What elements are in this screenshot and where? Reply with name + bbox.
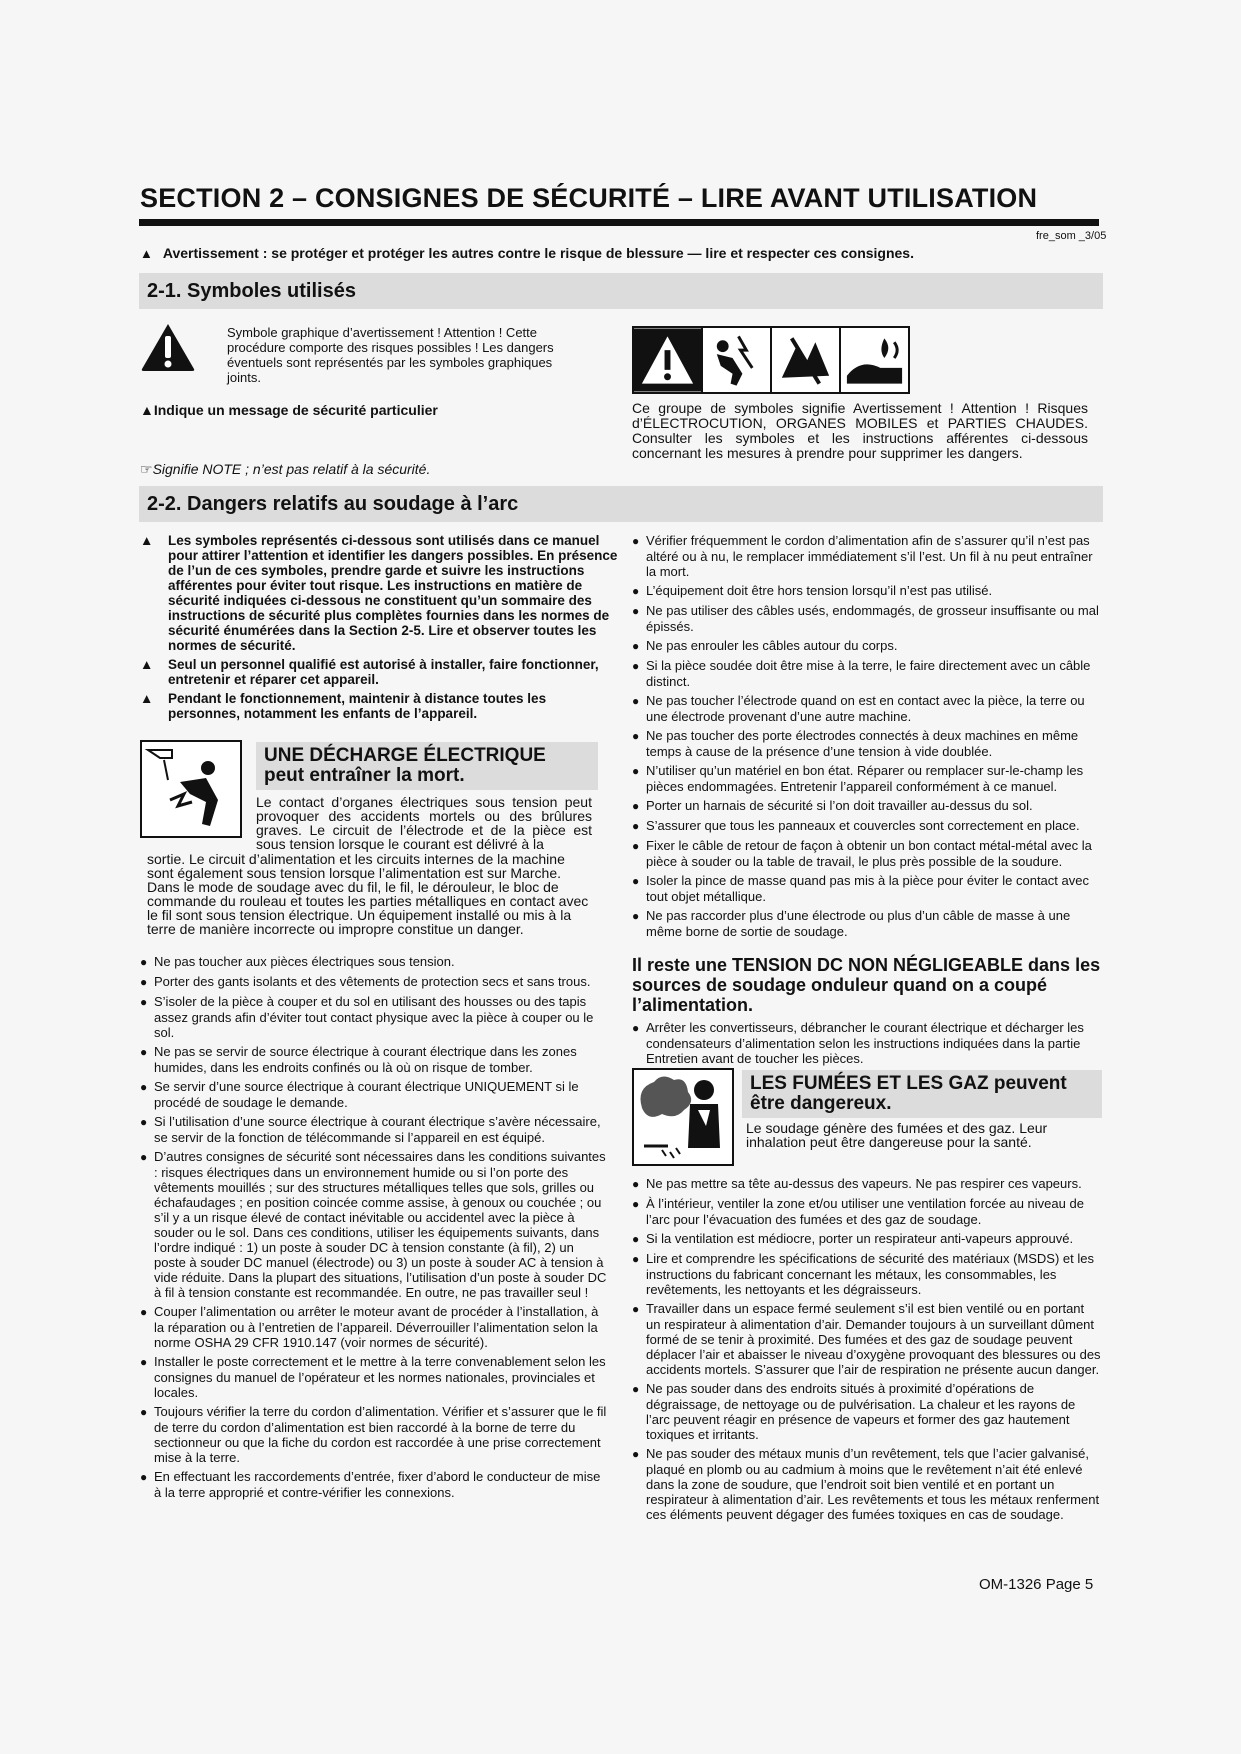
safety-alert-icon — [140, 322, 196, 372]
section-title: SECTION 2 – CONSIGNES DE SÉCURITÉ – LIRE AVANT UTILISATION — [140, 183, 1038, 213]
list-item: ● Ne pas mettre sa tête au-dessus des vapeurs. Ne pas respirer ces vapeurs. — [632, 1176, 1082, 1191]
main-warning: ▲ Avertissement : se protéger et protéger les autres contre le risque de blessure — lire et respecter ces consignes. — [140, 245, 914, 261]
section-2-1-heading: 2-1. Symboles utilisés — [139, 273, 1103, 309]
dc-bullet — [632, 1020, 1102, 1070]
hot-parts-symbol-icon — [839, 328, 908, 392]
list-item: ● Ne pas utiliser des câbles usés, endommagés, de grosseur insuffisante ou mal épissés. — [632, 603, 1099, 634]
section-2-2-heading: 2-2. Dangers relatifs au soudage à l’arc — [139, 486, 1103, 522]
list-item: ● S’isoler de la pièce à couper et du sol en utilisant des housses ou des tapis assez grands afin d’éviter tout contact physique avec la pièce à couper ou le sol. — [140, 994, 594, 1040]
list-item: ● À l’intérieur, ventiler la zone et/ou utiliser une ventilation forcée au niveau de l’arc pour l’évacuation des fumées et des gaz de soudage. — [632, 1196, 1084, 1227]
intro-warning-2: ▲ Seul un personnel qualifié est autorisé à installer, faire fonctionner, entretenir et réparer cet appareil. — [140, 657, 599, 687]
warning-triangle-icon: ▲ — [140, 246, 153, 261]
list-item: ● S’assurer que tous les panneaux et couvercles sont correctement en place. — [632, 818, 1080, 833]
list-item: ● N’utiliser qu’un matériel en bon état. Réparer ou remplacer sur-le-champ les pièces endommagées. Entretenir l’appareil conformément à ce manuel. — [632, 763, 1084, 794]
list-item: ● En effectuant les raccordements d’entrée, fixer d’abord le conducteur de mise à la terre approprié et contre-vérifier les connexions. — [140, 1469, 601, 1500]
list-item: ● Se servir d’une source électrique à courant électrique UNIQUEMENT si le procédé de soudage le demande. — [140, 1079, 579, 1110]
hazard-symbol-group — [632, 326, 910, 394]
warning-symbol-icon — [634, 328, 701, 392]
list-item: ● Toujours vérifier la terre du cordon d’alimentation. Vérifier et s’assurer que le fil de terre du cordon d’alimentation est bien raccordé à la borne de terre du sectionneur ou que la fiche du cordon est raccordée à une prise correctement mise à la terre. — [140, 1404, 607, 1465]
list-item: ● Si la ventilation est médiocre, porter un respirateur anti-vapeurs approuvé. — [632, 1231, 1074, 1246]
intro-warning-3: ▲ Pendant le fonctionnement, maintenir à distance toutes les personnes, notamment les enfants de l’appareil. — [140, 691, 547, 721]
list-item: ● Vérifier fréquemment le cordon d’alimentation afin de s’assurer qu’il n’est pas altéré ou à nu, le remplacer immédiatement s’il l’est. Un fil à nu peut entraîner la mort. — [632, 533, 1093, 579]
intro-warning-1: ▲ Les symboles représentés ci-dessous sont utilisés dans ce manuel pour attirer l’attention et identifier les dangers possibles. En présence de l’un de ces symboles, prendre garde et suivre les instructions afférentes pour éviter tout risque. Les instructions en matière de sécurité indiquées ci-dessous ne constituent qu’un sommaire des instructions de sécurité plus complètes fournies dans les normes de sécurité énumérées dans la Section 2-5. Lire et observer toutes les normes de sécurité. — [140, 533, 618, 653]
intro-warnings — [140, 533, 618, 725]
doc-code: fre_som _3/05 — [1036, 230, 1107, 242]
pointing-hand-icon: ☞ — [140, 461, 153, 477]
warning-triangle-icon: ▲ — [140, 657, 154, 672]
list-item: ● Si l’utilisation d’une source électrique à courant électrique s’avère nécessaire, se servir de la fonction de télécommande si l’appareil en est équipé. — [140, 1114, 601, 1145]
list-item: ● D’autres consignes de sécurité sont nécessaires dans les conditions suivantes : risques électriques dans un environnement humide ou si l’on porte des vêtements mouillés ; sur des structures métalliques telles que sols, grilles ou échafaudages ; en position coincée comme assise, à genoux ou couchée ; ou s’il y a un risque élevé de contact inévitable ou accidentel avec la pièce à souder ou le sol. Dans ces conditions, utiliser les équipements suivants, dans l’ordre indiqué : 1) un poste à souder DC à tension constante (à fil), 2) un poste à souder DC manuel (électrode) ou 3) un poste à souder AC à tension à vide réduite. Dans la plupart des situations, l’utilisation d’un poste à souder DC à fil à tension constante est recommandée. En outre, ne pas travailler seul ! — [140, 1149, 607, 1300]
shock-heading: UNE DÉCHARGE ÉLECTRIQUE peut entraîner la mort. — [256, 742, 598, 790]
right-bullets — [632, 533, 1102, 943]
list-item: ● Lire et comprendre les spécifications de sécurité des matériaux (MSDS) et les instructions du fabricant concernant les métaux, les consommables, les revêtements, les nettoyants et les dégraisseurs. — [632, 1251, 1094, 1297]
symbol-description: Symbole graphique d’avertissement ! Attention ! Cette procédure comporte des risques possibles ! Les dangers éventuels sont représentés par les symboles graphiques joints. — [227, 325, 554, 385]
page-number: OM-1326 Page 5 — [979, 1576, 1094, 1593]
list-item: ● Ne pas toucher aux pièces électriques sous tension. — [140, 954, 455, 969]
shock-text-part-1: Le contact d’organes électriques sous tension peut provoquer des accidents mortels ou des brûlures graves. Le circuit de l’électrode et de la pièce est sous tension lorsque le courant est délivré à la — [256, 795, 592, 852]
list-item: ● Ne pas souder des métaux munis d’un revêtement, tels que l’acier galvanisé, plaqué en plomb ou au cadmium à moins que le revêtement n’ait été enlevé dans la zone de soudure, que l’endroit soit bien ventilé et en portant un respirateur à alimentation d’air. Les revêtements et tous les métaux renferment ces éléments peuvent dégager des fumées toxiques en cas de soudage. — [632, 1446, 1100, 1522]
list-item: ● Ne pas enrouler les câbles autour du corps. — [632, 638, 898, 653]
moving-parts-symbol-icon — [770, 328, 839, 392]
list-item: ● L’équipement doit être hors tension lorsqu’il n’est pas utilisé. — [632, 583, 993, 598]
note-line: ☞Signifie NOTE ; n’est pas relatif à la sécurité. — [140, 461, 431, 477]
list-item: ● Arrêter les convertisseurs, débrancher le courant électrique et décharger les condensateurs d’alimentation selon les instructions indiquées dans la partie Entretien avant de toucher les pièces. — [632, 1020, 1084, 1066]
particular-message: ▲Indique un message de sécurité particulier — [140, 402, 438, 418]
title-rule — [139, 219, 1099, 226]
group-description: Ce groupe de symboles signifie Avertissement ! Attention ! Risques d’ÉLECTROCUTION, ORGANES MOBILES et PARTIES CHAUDES. Consulter les symboles et les instructions afférentes ci-dessous concernant les mesures à prendre pour supprimer les dangers. — [632, 400, 1088, 461]
list-item: ● Travailler dans un espace fermé seulement s’il est bien ventilé ou en portant un respirateur à alimentation d’air. Demander toujours à un surveillant dûment formé de se tenir à proximité. Des fumées et des gaz de soudage peuvent déplacer l’air et abaisser le niveau d’oxygène provoquant des blessures ou des accidents mortels. S’assurer que l’air de respiration ne présente aucun danger. — [632, 1301, 1101, 1377]
dc-voltage-warning: Il reste une TENSION DC NON NÉGLIGEABLE dans les sources de soudage onduleur quand on a coupé l’alimentation. — [632, 955, 1101, 1015]
shock-text-part-2: sortie. Le circuit d’alimentation et les circuits internes de la machine sont également sous tension lorsque l’alimentation est sur Marche. Dans le mode de soudage avec du fil, le fil, le dérouleur, le bloc de commande du rouleau et toutes les parties métalliques en contact avec le fil sont sous tension électrique. Un équipement installé ou mis à la terre de manière incorrecte ou impropre constitue un danger. — [147, 851, 589, 937]
list-item: ● Ne pas souder dans des endroits situés à proximité d’opérations de dégraissage, de nettoyage ou de pulvérisation. La chaleur et les rayons de l’arc peuvent réagir en présence de vapeurs et former des gaz hautement toxiques et irritants. — [632, 1381, 1076, 1442]
fumes-gas-icon — [632, 1068, 734, 1166]
list-item: ● Ne pas raccorder plus d’une électrode ou plus d’un câble de masse à une même borne de sortie de soudage. — [632, 908, 1071, 939]
list-item: ● Si la pièce soudée doit être mise à la terre, le faire directement avec un câble distinct. — [632, 658, 1091, 689]
electrocution-symbol-icon — [701, 328, 770, 392]
list-item: ● Isoler la pince de masse quand pas mis à la pièce pour éviter le contact avec tout objet métallique. — [632, 873, 1089, 904]
list-item: ● Ne pas se servir de source électrique à courant électrique dans les zones humides, dans les endroits confinés ou là où on risque de tomber. — [140, 1044, 577, 1075]
list-item: ● Ne pas toucher des porte électrodes connectés à deux machines en même temps à cause de la présence d’une tension à vide doublée. — [632, 728, 1079, 759]
list-item: ● Porter un harnais de sécurité si l’on doit travailler au-dessus du sol. — [632, 798, 1033, 813]
fumes-text: Le soudage génère des fumées et des gaz. Leur inhalation peut être dangereuse pour la santé. — [746, 1120, 1048, 1150]
left-bullets — [140, 954, 608, 1504]
warning-triangle-icon: ▲ — [140, 533, 154, 548]
list-item: ● Fixer le câble de retour de façon à obtenir un bon contact métal-métal avec la pièce à souder ou la table de travail, le plus près possible de la soudure. — [632, 838, 1092, 869]
electric-shock-icon — [140, 740, 242, 838]
warning-triangle-icon: ▲ — [140, 691, 154, 706]
list-item: ● Porter des gants isolants et des vêtements de protection secs et sans trous. — [140, 974, 591, 989]
list-item: ● Couper l’alimentation ou arrêter le moteur avant de procéder à l’installation, à la réparation ou à l’entretien de l’appareil. Déverrouiller l’alimentation selon la norme OSHA 29 CFR 1910.147 (voir normes de sécurité). — [140, 1304, 599, 1350]
warning-triangle-icon: ▲ — [140, 402, 154, 418]
list-item: ● Ne pas toucher l’électrode quand on est en contact avec la pièce, la terre ou une électrode provenant d’une autre machine. — [632, 693, 1085, 724]
fumes-bullets — [632, 1176, 1102, 1526]
fumes-heading: LES FUMÉES ET LES GAZ peuvent être dangereux. — [742, 1070, 1102, 1118]
list-item: ● Installer le poste correctement et le mettre à la terre convenablement selon les consignes du manuel de l’opérateur et les normes nationales, provinciales et locales. — [140, 1354, 606, 1400]
